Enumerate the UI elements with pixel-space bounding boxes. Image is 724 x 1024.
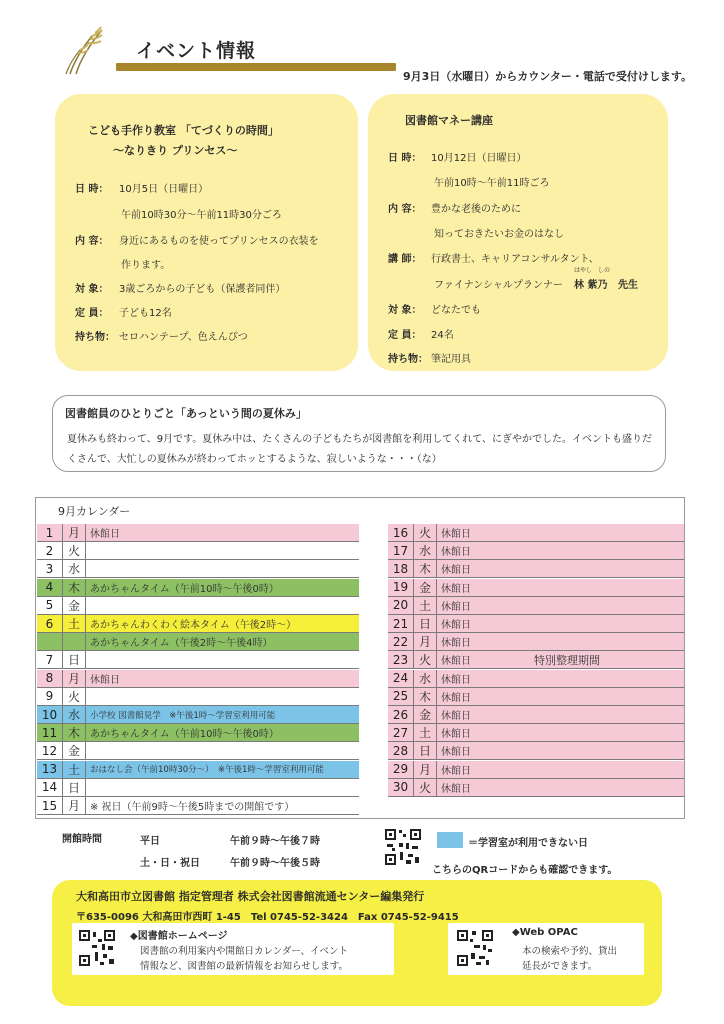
calendar-weekday: 月 bbox=[62, 524, 86, 541]
calendar-weekday: 木 bbox=[62, 579, 86, 596]
legend-blue-swatch bbox=[437, 832, 463, 848]
event-kids-craft bbox=[55, 94, 358, 371]
calendar-note: 休館日 bbox=[90, 674, 120, 686]
calendar-row bbox=[388, 670, 684, 688]
calendar-row bbox=[388, 615, 684, 633]
calendar-row bbox=[37, 651, 359, 669]
event-capacity: 24名 bbox=[431, 330, 454, 341]
calendar-weekday: 水 bbox=[62, 706, 86, 723]
calendar-weekday: 火 bbox=[413, 779, 437, 796]
calendar-row bbox=[37, 761, 359, 779]
event-title: 図書館マネー講座 bbox=[405, 114, 493, 127]
calendar-day: 11 bbox=[41, 725, 58, 740]
calendar-row bbox=[388, 560, 684, 578]
calendar-weekday: 月 bbox=[413, 633, 437, 650]
calendar-day: 18 bbox=[392, 561, 409, 576]
calendar-row bbox=[37, 688, 359, 706]
calendar-day: 27 bbox=[392, 725, 409, 740]
opac-title[interactable]: ◆Web OPAC bbox=[512, 927, 578, 938]
calendar-row bbox=[37, 560, 359, 578]
calendar-day: 10 bbox=[41, 707, 58, 722]
calendar-note: 休館日 bbox=[441, 783, 471, 795]
calendar-weekday: 日 bbox=[413, 615, 437, 632]
calendar-weekday: 水 bbox=[62, 560, 86, 577]
calendar-weekday: 火 bbox=[62, 542, 86, 559]
qr-code-icon[interactable] bbox=[384, 828, 422, 866]
datetime-label: 日 時： bbox=[388, 153, 422, 164]
note-body: 夏休みも終わって、9月です。夏休み中は、たくさんの子どもたちが図書館を利用してくれて、にぎやかでした。イベントも盛りだくさんで、大忙しの夏休みが終わってホッとするような、寂しいような・・・（な） bbox=[67, 434, 653, 465]
publisher: 大和高田市立図書館 指定管理者 株式会社図書館流通センター編集発行 bbox=[76, 890, 425, 903]
calendar-day: 7 bbox=[45, 652, 54, 667]
calendar-note: 休館日 bbox=[441, 747, 471, 759]
homepage-qr-icon[interactable] bbox=[78, 929, 116, 967]
calendar-weekday: 水 bbox=[413, 670, 437, 687]
homepage-desc-2: 情報など、図書館の最新情報をお知らせします。 bbox=[140, 961, 348, 972]
calendar-day: 5 bbox=[45, 598, 54, 613]
calendar-day: 4 bbox=[45, 580, 54, 595]
calendar-note: 小学校 図書館見学 ※午後1時～学習室利用可能 bbox=[90, 710, 276, 721]
calendar-row bbox=[388, 524, 684, 542]
calendar-row bbox=[388, 724, 684, 742]
calendar-day: 12 bbox=[41, 743, 58, 758]
calendar-row bbox=[37, 579, 359, 597]
weekend-hours: 午前９時～午後５時 bbox=[230, 858, 320, 869]
lecturer-title: 行政書士、キャリアコンサルタント、 bbox=[431, 254, 599, 265]
calendar-note: あかちゃんわくわく絵本タイム（午後2時～） bbox=[90, 620, 297, 631]
calendar-day: 8 bbox=[45, 671, 54, 686]
calendar-row bbox=[388, 633, 684, 651]
calendar-note: 休館日 bbox=[441, 583, 471, 595]
calendar-day: 23 bbox=[392, 652, 409, 667]
address-contact: 〒635-0096 大和高田市西町 1-45 Tel 0745-52-3424 Fax 0745-52-9415 bbox=[76, 912, 459, 923]
items-label: 持ち物： bbox=[388, 354, 428, 365]
calendar-row bbox=[388, 742, 684, 760]
event-content-cont: 知っておきたいお金のはなし bbox=[434, 229, 564, 240]
calendar-weekday: 月 bbox=[62, 670, 86, 687]
calendar-day: 15 bbox=[41, 798, 58, 813]
calendar-day: 22 bbox=[392, 634, 409, 649]
event-target: 3歳ごろからの子ども（保護者同伴） bbox=[119, 284, 286, 295]
calendar-weekday: 金 bbox=[62, 742, 86, 759]
event-items: セロハンテープ、色えんぴつ bbox=[119, 332, 248, 343]
calendar-row bbox=[37, 670, 359, 688]
calendar-weekday: 土 bbox=[62, 761, 86, 778]
event-content-cont: 作ります。 bbox=[121, 260, 171, 271]
calendar-day: 16 bbox=[392, 525, 409, 540]
calendar-day: 24 bbox=[392, 671, 409, 686]
calendar-row bbox=[37, 797, 359, 815]
homepage-desc-1: 図書館の利用案内や開館日カレンダー、イベント bbox=[140, 946, 349, 957]
content-label: 内 容： bbox=[388, 204, 422, 215]
calendar-note: あかちゃんタイム（午後2時～午後4時） bbox=[90, 638, 273, 650]
calendar-weekday: 月 bbox=[62, 797, 86, 814]
calendar-weekday: 木 bbox=[413, 688, 437, 705]
calendar-weekday: 火 bbox=[62, 688, 86, 705]
calendar-day: 28 bbox=[392, 743, 409, 758]
footer-info bbox=[52, 880, 662, 1006]
lecturer-name: 林 紫乃 bbox=[574, 280, 608, 291]
calendar-note: 休館日 bbox=[441, 601, 471, 613]
calendar-row bbox=[37, 706, 359, 724]
calendar-day: 3 bbox=[45, 561, 54, 576]
calendar-day: 25 bbox=[392, 689, 409, 704]
calendar-row bbox=[37, 779, 359, 797]
calendar-title: 9月カレンダー bbox=[58, 505, 131, 518]
event-content: 豊かな老後のために bbox=[431, 204, 521, 215]
note-title: 図書館員のひとりごと「あっという間の夏休み」 bbox=[65, 407, 307, 420]
calendar-note: 休館日 bbox=[441, 547, 471, 559]
items-label: 持ち物： bbox=[75, 332, 115, 343]
calendar-weekday: 金 bbox=[62, 597, 86, 614]
calendar-note: 休館日 bbox=[441, 638, 471, 650]
calendar-day: 1 bbox=[45, 525, 54, 540]
calendar-row bbox=[37, 542, 359, 560]
calendar-day: 19 bbox=[392, 580, 409, 595]
calendar-row bbox=[37, 597, 359, 615]
calendar-weekday: 日 bbox=[62, 779, 86, 796]
calendar-note: 休館日 bbox=[441, 565, 471, 577]
calendar-note: 休館日 bbox=[441, 765, 471, 777]
event-capacity: 子ども12名 bbox=[119, 308, 172, 319]
event-time: 午前10時30分～午前11時30分ごろ bbox=[121, 210, 282, 221]
reception-notice: 9月3日（水曜日）からカウンター・電話で受付けします。 bbox=[403, 70, 692, 83]
datetime-label: 日 時： bbox=[75, 184, 109, 195]
calendar-day: 6 bbox=[45, 616, 54, 631]
calendar-note: あかちゃんタイム（午前10時～午後0時） bbox=[90, 583, 279, 595]
calendar-note: 休館日 bbox=[441, 620, 471, 631]
calendar-row bbox=[388, 761, 684, 779]
target-label: 対 象： bbox=[75, 284, 109, 295]
calendar-note: 休館日 bbox=[441, 692, 471, 704]
target-label: 対 象： bbox=[388, 305, 422, 316]
legend-text: ＝学習室が利用できない日 bbox=[468, 838, 588, 849]
event-time: 午前10時～午前11時ごろ bbox=[434, 178, 550, 189]
calendar-row bbox=[388, 688, 684, 706]
calendar-weekday: 金 bbox=[413, 579, 437, 596]
capacity-label: 定 員： bbox=[388, 330, 422, 341]
hours-label: 開館時間 bbox=[62, 834, 102, 845]
opac-desc-1: 本の検索や予約、貸出 bbox=[522, 946, 618, 957]
calendar-row bbox=[388, 597, 684, 615]
lecturer-ruby: はやし しの bbox=[574, 267, 611, 274]
special-period-label: 特別整理期間 bbox=[534, 654, 600, 667]
calendar-weekday: 土 bbox=[413, 597, 437, 614]
weekday-label: 平日 bbox=[140, 836, 160, 847]
calendar-note: 休館日 bbox=[441, 529, 471, 540]
calendar-row bbox=[37, 615, 359, 633]
calendar-weekday: 水 bbox=[413, 542, 437, 559]
event-money-seminar bbox=[368, 94, 668, 371]
calendar-note: 休館日 bbox=[441, 674, 471, 686]
calendar-day: 13 bbox=[41, 762, 58, 777]
capacity-label: 定 員： bbox=[75, 308, 109, 319]
title-underline bbox=[116, 63, 396, 71]
homepage-title[interactable]: ◆図書館ホームページ bbox=[130, 931, 228, 942]
event-content: 身近にあるものを使ってプリンセスの衣装を bbox=[119, 236, 319, 247]
event-items: 筆記用具 bbox=[431, 354, 471, 365]
opac-desc-2: 延長ができます。 bbox=[522, 961, 598, 972]
calendar-note: あかちゃんタイム（午前10時～午後0時） bbox=[90, 729, 279, 741]
calendar-day: 29 bbox=[392, 762, 409, 777]
calendar-day: 17 bbox=[392, 543, 409, 558]
weekend-label: 土・日・祝日 bbox=[140, 858, 200, 869]
calendar-weekday: 日 bbox=[413, 742, 437, 759]
calendar-row bbox=[37, 742, 359, 760]
calendar-weekday: 木 bbox=[413, 560, 437, 577]
calendar-weekday: 土 bbox=[62, 615, 86, 632]
calendar-weekday: 金 bbox=[413, 706, 437, 723]
calendar-weekday: 火 bbox=[413, 651, 437, 668]
calendar-weekday: 火 bbox=[413, 524, 437, 541]
calendar-row bbox=[388, 706, 684, 724]
calendar-note: おはなし会（午前10時30分～） ※午後1時～学習室利用可能 bbox=[90, 765, 324, 776]
event-title: こども手作り教室 「てづくりの時間」 bbox=[88, 124, 279, 137]
calendar-day: 2 bbox=[45, 543, 54, 558]
calendar-row bbox=[388, 579, 684, 597]
calendar-weekday: 日 bbox=[62, 651, 86, 668]
event-date: 10月5日（日曜日） bbox=[119, 184, 209, 195]
calendar-weekday: 木 bbox=[62, 724, 86, 741]
calendar-note: 休館日 bbox=[90, 529, 120, 540]
lecturer-label: 講 師： bbox=[388, 254, 422, 265]
lecturer-title-cont: ファイナンシャルプランナー bbox=[434, 280, 563, 291]
calendar-row bbox=[37, 724, 359, 742]
calendar-day: 21 bbox=[392, 616, 409, 631]
page-title: イベント情報 bbox=[136, 40, 257, 62]
event-subtitle: ～なりきり プリンセス～ bbox=[113, 144, 238, 157]
homepage-box bbox=[72, 923, 394, 975]
calendar-row bbox=[388, 779, 684, 797]
opac-qr-icon[interactable] bbox=[456, 929, 494, 967]
staff-note bbox=[52, 395, 666, 472]
content-label: 内 容： bbox=[75, 236, 109, 247]
lecturer-suffix: 先生 bbox=[618, 280, 638, 291]
qr-note: こちらのQRコードからも確認できます。 bbox=[432, 865, 618, 876]
calendar-row bbox=[37, 524, 359, 542]
calendar-row bbox=[388, 542, 684, 560]
event-target: どなたでも bbox=[431, 305, 481, 316]
calendar-day: 20 bbox=[392, 598, 409, 613]
pampas-grass-icon bbox=[62, 26, 114, 76]
calendar-weekday: 月 bbox=[413, 761, 437, 778]
calendar-note: 休館日 bbox=[441, 729, 471, 741]
calendar-weekday: 土 bbox=[413, 724, 437, 741]
calendar-weekday bbox=[62, 633, 86, 650]
opac-box bbox=[448, 923, 644, 975]
calendar-day: 30 bbox=[392, 780, 409, 795]
calendar-day: 14 bbox=[41, 780, 58, 795]
weekday-hours: 午前９時～午後７時 bbox=[230, 836, 320, 847]
calendar-note: 休館日 bbox=[441, 656, 471, 668]
calendar-note: ※ 祝日（午前9時～午後5時までの開館です） bbox=[90, 802, 295, 813]
event-date: 10月12日（日曜日） bbox=[431, 153, 527, 164]
calendar-row bbox=[37, 633, 359, 651]
calendar-day: 26 bbox=[392, 707, 409, 722]
calendar-day: 9 bbox=[45, 689, 54, 704]
calendar-note: 休館日 bbox=[441, 711, 471, 722]
